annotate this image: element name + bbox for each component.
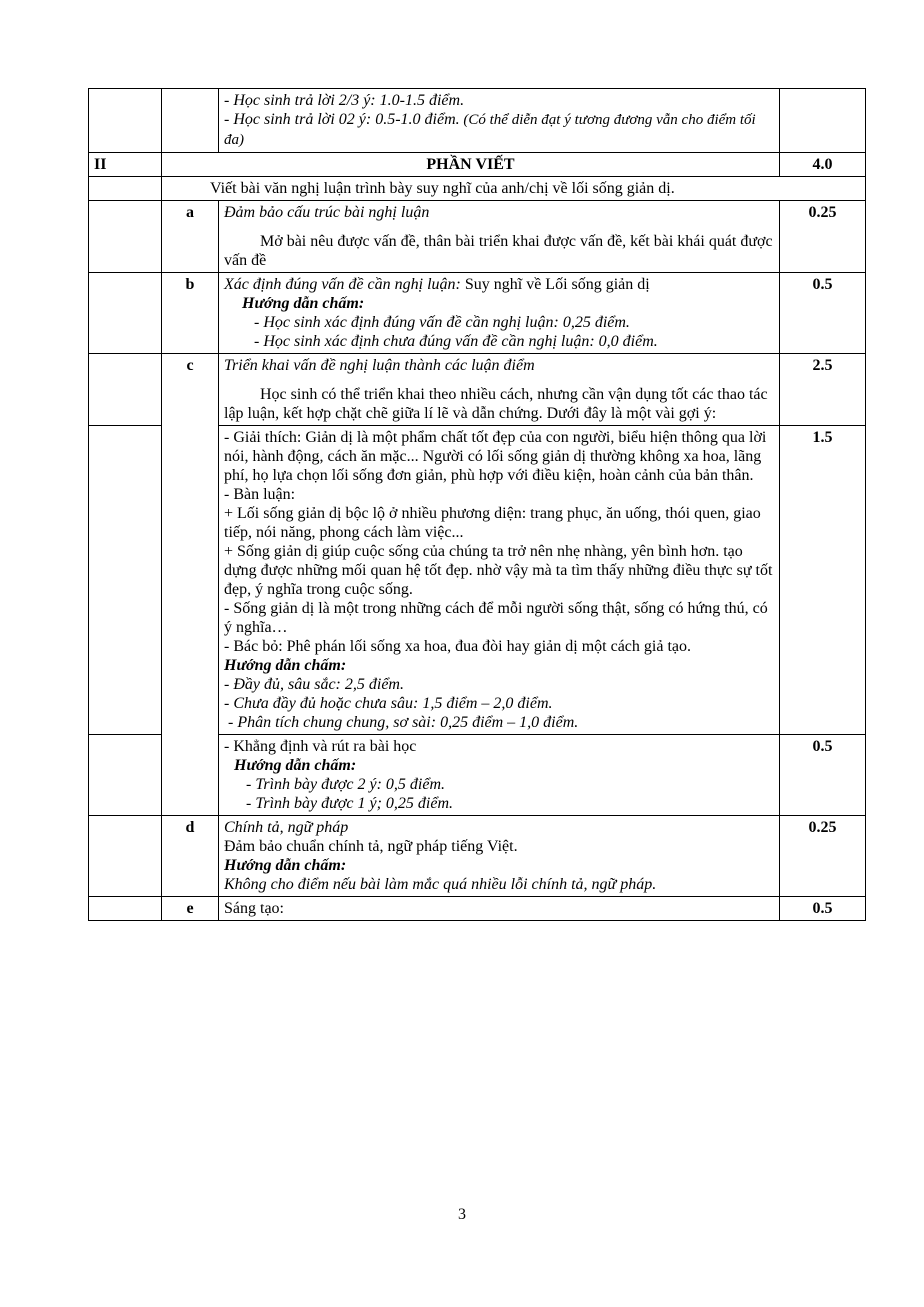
guide-heading: Hướng dẫn chấm: (224, 857, 347, 874)
criteria-cell (219, 201, 780, 273)
criterion-score: 0.5 (780, 273, 866, 354)
criterion-heading: Đảm bảo cấu trúc bài nghị luận (224, 204, 430, 221)
criterion-heading: Triển khai vấn đề nghị luận thành các luận điểm (224, 357, 535, 374)
table-row (89, 354, 866, 426)
cell-empty (89, 177, 162, 201)
section-prompt: Viết bài văn nghị luận trình bày suy nghĩ của anh/chị về lối sống giản dị. (162, 177, 866, 201)
cell-empty (89, 735, 162, 816)
guide-line: - Học sinh trả lời 02 ý: 0.5-1.0 điểm. (Có thể diễn đạt ý tương đương vẫn cho điểm tối đa) (224, 111, 756, 148)
criteria-cell (219, 735, 780, 816)
criterion-score: 0.25 (780, 816, 866, 897)
table-row (89, 273, 866, 354)
table-row (89, 897, 866, 921)
table-row (89, 89, 866, 153)
section-number: II (89, 153, 162, 177)
criteria-cell (219, 273, 780, 354)
criteria-cell (219, 897, 780, 921)
criterion-body: Học sinh có thể triển khai theo nhiều cách, nhưng cần vận dụng tốt các thao tác lập luận, kết hợp chặt chẽ giữa lí lẽ và dẫn chứng. Dưới đây là một vài gợi ý: (224, 386, 768, 422)
guide-heading: Hướng dẫn chấm: (224, 657, 347, 674)
cell-empty (89, 426, 162, 735)
guide-line: - Đầy đủ, sâu sắc: 2,5 điểm. (224, 676, 404, 693)
criterion-score: 0.25 (780, 201, 866, 273)
point-line: - Bác bỏ: Phê phán lối sống xa hoa, đua đòi hay giản dị một cách giả tạo. (224, 638, 691, 655)
criterion-heading-line: Xác định đúng vấn đề cần nghị luận: Suy nghĩ về Lối sống giản dị (224, 276, 650, 293)
section-header-row (89, 153, 866, 177)
criterion-score: 0.5 (780, 735, 866, 816)
criteria-cell (219, 89, 780, 153)
criterion-score: 1.5 (780, 426, 866, 735)
criterion-label: a (162, 201, 219, 273)
guide-line: - Trình bày được 1 ý; 0,25 điểm. (246, 795, 454, 812)
score-cell (780, 89, 866, 153)
section-title: PHẦN VIẾT (162, 153, 780, 177)
criterion-body: Đảm bảo chuẩn chính tả, ngữ pháp tiếng Việt. (224, 838, 518, 855)
criterion-body: Mở bài nêu được vấn đề, thân bài triển khai được vấn đề, kết bài khái quát được vấn đề (224, 233, 773, 269)
criterion-label: d (162, 816, 219, 897)
section-score: 4.0 (780, 153, 866, 177)
cell-empty (89, 201, 162, 273)
table-row (89, 201, 866, 273)
point-line: - Bàn luận: (224, 486, 296, 503)
cell-empty (89, 273, 162, 354)
guide-heading: Hướng dẫn chấm: (242, 295, 365, 312)
cell-empty (89, 354, 162, 426)
cell-empty (89, 89, 162, 153)
cell-empty (89, 816, 162, 897)
criteria-cell (219, 354, 780, 426)
point-line: - Khẳng định và rút ra bài học (224, 738, 417, 755)
guide-line: - Phân tích chung chung, sơ sài: 0,25 điểm – 1,0 điểm. (228, 714, 579, 731)
criterion-score: 2.5 (780, 354, 866, 426)
guide-line: - Trình bày được 2 ý: 0,5 điểm. (246, 776, 446, 793)
criterion-label: c (162, 354, 219, 816)
guide-line: - Học sinh xác định đúng vấn đề cần nghị luận: 0,25 điểm. (254, 314, 630, 331)
guide-line: - Chưa đầy đủ hoặc chưa sâu: 1,5 điểm – 2,0 điểm. (224, 695, 553, 712)
guide-heading: Hướng dẫn chấm: (234, 757, 357, 774)
criteria-cell (219, 816, 780, 897)
criterion-heading: Sáng tạo: (224, 900, 284, 917)
table-row (89, 816, 866, 897)
point-line: + Lối sống giản dị bộc lộ ở nhiều phương diện: trang phục, ăn uống, thói quen, giao tiếp, nói năng, phong cách làm việc... (224, 505, 761, 541)
cell-empty (162, 89, 219, 153)
point-line: - Giải thích: Giản dị là một phẩm chất tốt đẹp của con người, biểu hiện thông qua lời nói, hành động, cách ăn mặc... Người có lối sống giản dị thường không xa hoa, lãng phí, họ lựa chọn lối sống đơn giản, phù hợp với điều kiện, hoàn cảnh của bản thân. (224, 429, 767, 484)
criterion-label: b (162, 273, 219, 354)
cell-empty (89, 897, 162, 921)
criterion-label: e (162, 897, 219, 921)
point-line: - Sống giản dị là một trong những cách để mỗi người sống thật, sống có hứng thú, có ý nghĩa… (224, 600, 768, 636)
page-number: 3 (458, 1206, 466, 1223)
criterion-heading: Chính tả, ngữ pháp (224, 819, 349, 836)
point-line: + Sống giản dị giúp cuộc sống của chúng ta trở nên nhẹ nhàng, yên bình hơn. tạo dựng được những mối quan hệ tốt đẹp. nhờ vậy mà ta tìm thấy những điều thực sự tốt đẹp, ý nghĩa trong cuộc sống. (224, 543, 773, 598)
criteria-cell (219, 426, 780, 735)
criterion-score: 0.5 (780, 897, 866, 921)
guide-line: Không cho điểm nếu bài làm mắc quá nhiều lỗi chính tả, ngữ pháp. (224, 876, 657, 893)
rubric-table (88, 88, 866, 921)
prompt-row (89, 177, 866, 201)
guide-line: - Học sinh xác định chưa đúng vấn đề cần nghị luận: 0,0 điểm. (254, 333, 658, 350)
guide-line: - Học sinh trả lời 2/3 ý: 1.0-1.5 điểm. (224, 92, 465, 109)
